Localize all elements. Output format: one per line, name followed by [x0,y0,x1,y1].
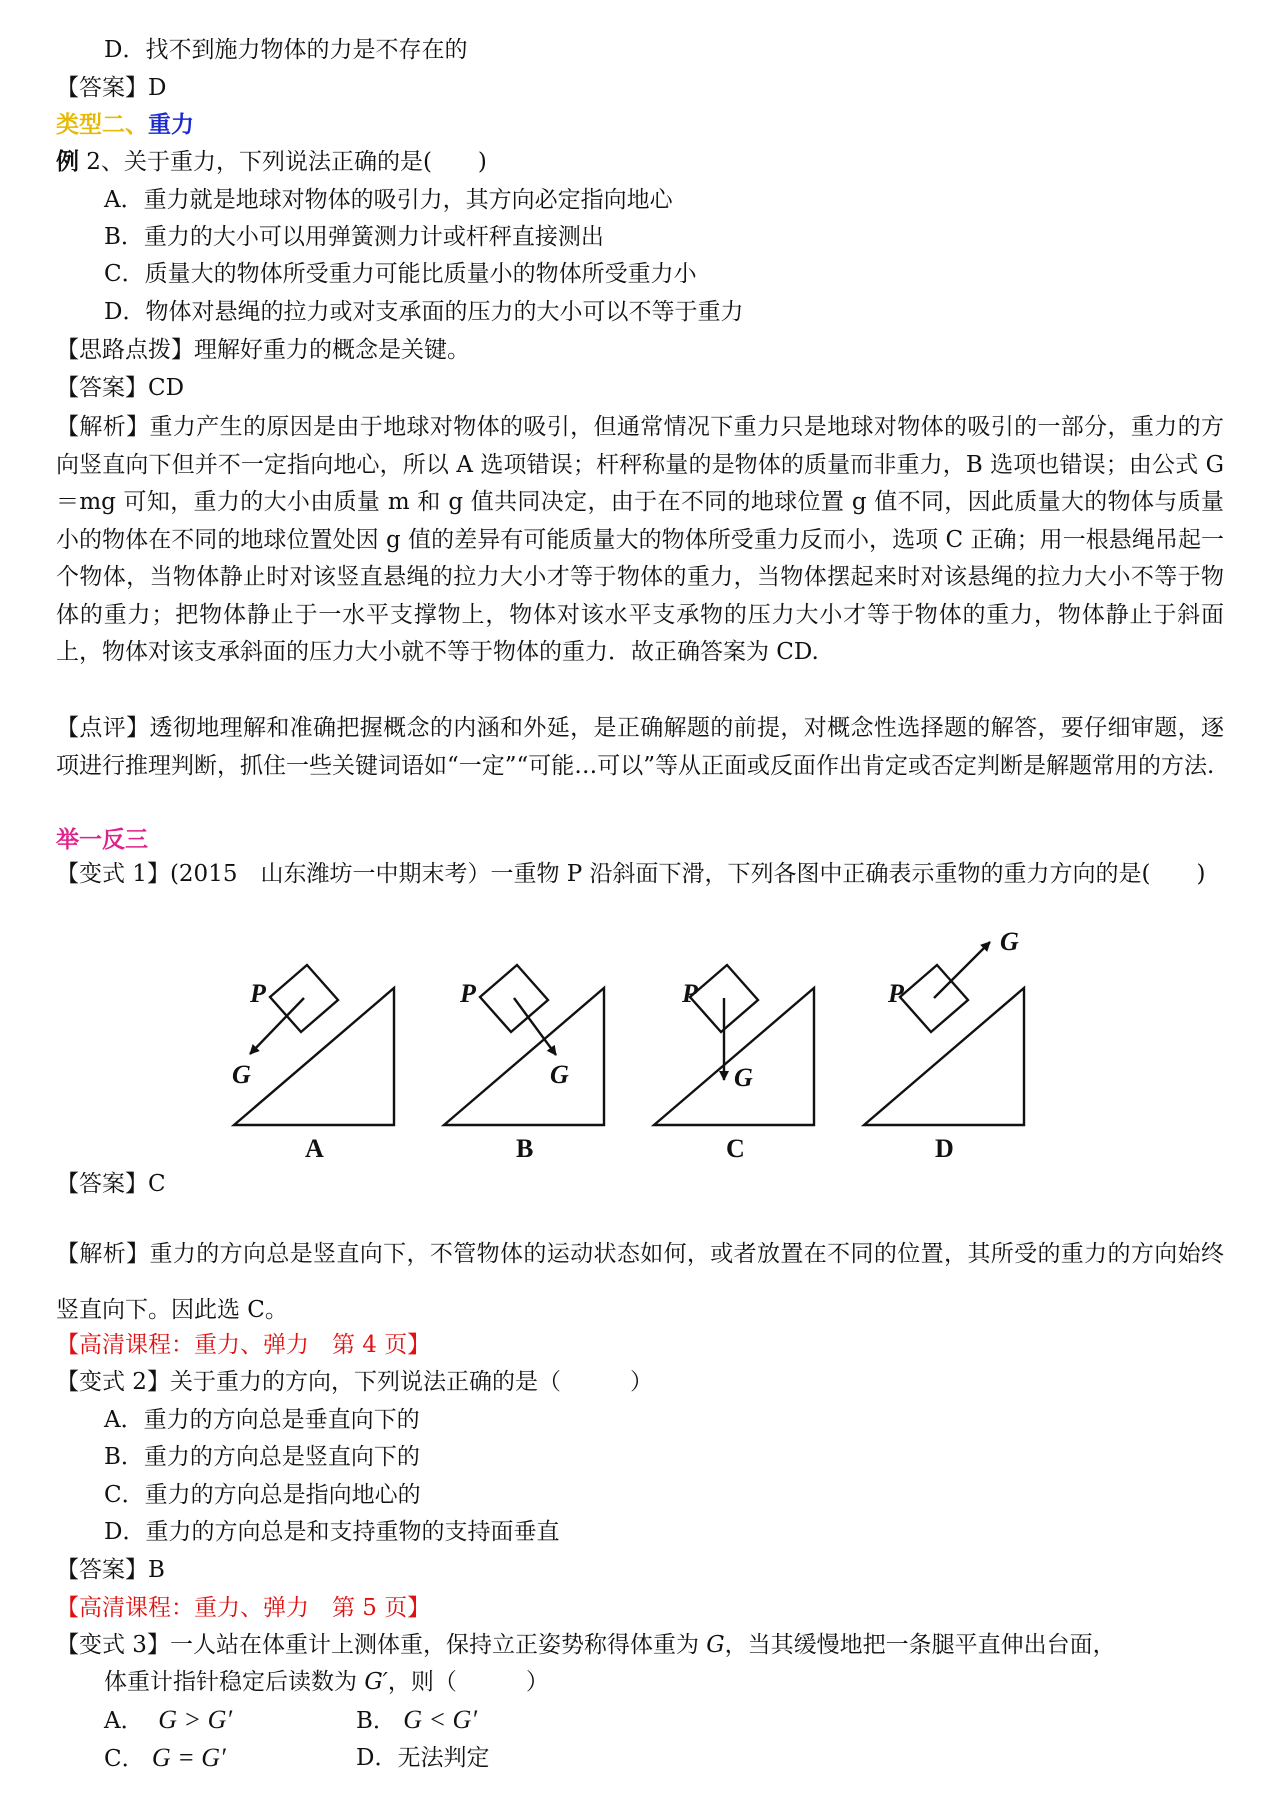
answer-value: D [148,75,167,101]
variant2-answer [56,1554,165,1586]
symbol-g-prime: G′ [364,1669,388,1695]
example-tag: 例 [56,148,79,175]
variant2-option-a: A．重力的方向总是垂直向下的 [104,1407,420,1433]
variant3-text: 体重计指针稳定后读数为 [104,1669,365,1695]
variant2-stem [56,1366,653,1398]
option-math: G = G′ [151,1743,226,1772]
variant3-stem-line1 [56,1629,1116,1661]
answer-tag: 【答案】 [56,375,148,401]
example2-option-a: A．重力就是地球对物体的吸引力，其方向必定指向地心 [104,187,673,213]
g-label: G [232,1060,251,1089]
answer-value: C [148,1171,166,1197]
example2-text: 2、关于重力，下列说法正确的是( ) [79,149,487,175]
analysis-text: 重力的方向总是竖直向下，不管物体的运动状态如何，或者放置在不同的位置，其所受的重力的方向始终竖直向下。因此选 C。 [56,1241,1225,1323]
variant3-text: ，则（ ） [387,1669,549,1695]
variant3-text: 一人站在体重计上测体重，保持立正姿势称得体重为 [169,1632,707,1658]
variant3-stem-line2 [104,1666,549,1698]
variant-tag: 【变式 3】 [56,1632,170,1658]
answer-tag: 【答案】 [56,1557,148,1583]
p-label: P [888,979,904,1008]
q1-option-d: D．找不到施力物体的力是不存在的 [104,37,468,63]
option-label: B． [356,1708,396,1734]
g-label: G [734,1063,753,1092]
comment-tag: 【点评】 [56,715,150,741]
type2-label: 类型二、 [56,111,148,138]
incline-figure [220,920,1040,1170]
example2-option-c: C．质量大的物体所受重力可能比质量小的物体所受重力小 [104,261,697,287]
variant2-option-d: D．重力的方向总是和支持重物的支持面垂直 [104,1519,560,1545]
variant3-text: ，当其缓慢地把一条腿平直伸出台面， [724,1632,1116,1658]
option-label: C． [104,1746,145,1772]
incline-triangle [234,988,394,1125]
p-label: P [682,979,698,1008]
example2-answer [56,372,184,404]
hint-text: 理解好重力的概念是关键。 [194,337,470,363]
answer-tag: 【答案】 [56,1171,148,1197]
analysis-tag: 【解析】 [56,414,150,440]
hint-tag: 【思路点拨】 [56,337,194,363]
variant3-option-b [356,1704,477,1737]
option-math: G > G′ [158,1705,233,1734]
option-math: G < G′ [403,1705,478,1734]
incline-triangle [444,988,604,1125]
comment-text: 透彻地理解和准确把握概念的内涵和外延，是正确解题的前提，对概念性选择题的解答，要仔细审题，逐项进行推理判断，抓住一些关键词语如“一定”“可能…可以”等从正面或反面作出肯定或否定判断是解题常用的方法. [56,715,1225,779]
section-title-type2 [56,109,194,141]
g-label: G [550,1060,569,1089]
type2-topic: 重力 [148,111,194,138]
variant2-text: 关于重力的方向，下列说法正确的是（ ） [169,1369,653,1395]
incline-triangle [654,988,814,1125]
variant1-answer [56,1168,166,1200]
p-label: P [460,979,476,1008]
section-title-juyi: 举一反三 [56,826,148,853]
hint-line [56,334,470,366]
example2-comment [56,710,1224,785]
panel-d [864,942,1024,1125]
option-text: 无法判定 [397,1745,490,1771]
course-reference-5: 【高清课程：重力、弹力 第 5 页】 [56,1595,431,1621]
panel-letter: C [726,1134,745,1163]
variant3-option-d [356,1742,489,1774]
variant3-option-c [104,1742,226,1775]
p-label: P [250,979,266,1008]
variant2-option-b: B．重力的方向总是竖直向下的 [104,1444,420,1470]
g-label: G [1000,927,1019,956]
variant1-text: (2015 山东潍坊一中期末考）一重物 P 沿斜面下滑，下列各图中正确表示重物的重力方向的是( ) [169,861,1206,887]
analysis-text: 重力产生的原因是由于地球对物体的吸引，但通常情况下重力只是地球对物体的吸引的一部分，重力的方向竖直向下但并不一定指向地心，所以 A 选项错误；杆秤称量的是物体的质量而非重力，B 选项也错误；由公式 G＝mg 可知，重力的大小由质量 m 和 g 值共同决定，由于在不同的地球位置 g 值不同，因此质量大的物体与质量小的物体在不同的地球位置处因 g 值的差异有可能质量大的物体所受重力反而小，选项 C 正确；用一根悬绳吊起一个物体，当物体静止时对该竖直悬绳的拉力大小才等于物体的重力，当物体摆起来时对该悬绳的拉力大小不等于物体的重力；把物体静止于一水平支撑物上，物体对该水平支承物的压力大小才等于物体的重力，物体静止于斜面上，物体对该支承斜面的压力大小就不等于物体的重力．故正确答案为 CD. [56,414,1225,665]
panel-c [654,965,814,1125]
example2-stem [56,146,487,178]
option-label: D． [356,1745,398,1771]
answer-value: CD [148,375,185,401]
answer-tag: 【答案】 [56,75,148,101]
panel-letter: B [516,1134,534,1163]
answer-value: B [148,1557,165,1583]
q1-answer [56,72,166,104]
course-reference-4: 【高清课程：重力、弹力 第 4 页】 [56,1332,431,1358]
analysis-tag: 【解析】 [56,1241,150,1267]
variant2-option-c: C．重力的方向总是指向地心的 [104,1482,421,1508]
example2-analysis [56,409,1224,672]
example2-option-d: D．物体对悬绳的拉力或对支承面的压力的大小可以不等于重力 [104,299,744,325]
symbol-g: G [706,1632,725,1658]
option-label: A． [104,1708,144,1734]
panel-letter: D [935,1134,954,1163]
variant-tag: 【变式 2】 [56,1369,170,1395]
example2-option-b: B．重力的大小可以用弹簧测力计或杆秤直接测出 [104,224,604,250]
variant1-stem [56,856,1224,894]
panel-letter: A [305,1134,324,1163]
variant-tag: 【变式 1】 [56,861,170,887]
variant1-analysis [56,1226,1224,1338]
variant3-option-a [104,1704,232,1737]
incline-triangle [864,988,1024,1125]
